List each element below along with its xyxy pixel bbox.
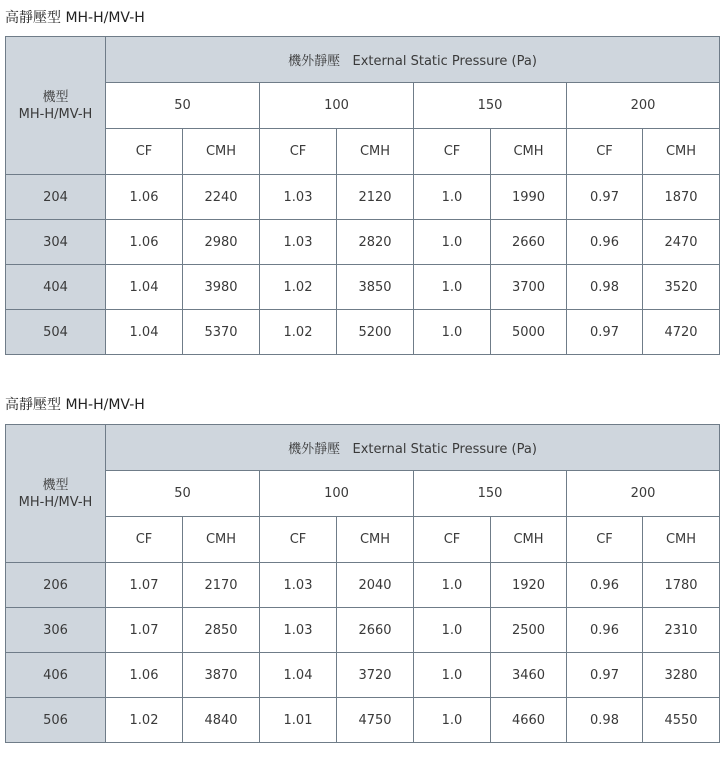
cf-value: 0.97 <box>567 653 643 698</box>
pressure-value: 100 <box>260 471 414 517</box>
pressure-header: 機外靜壓 External Static Pressure (Pa) <box>106 37 720 83</box>
cmh-value: 3700 <box>491 265 567 310</box>
cmh-value: 3460 <box>491 653 567 698</box>
cf-value: 1.01 <box>260 698 337 743</box>
cmh-value: 4720 <box>643 310 720 355</box>
table-row <box>6 563 720 608</box>
unit-cf: CF <box>414 517 491 563</box>
cf-value: 1.03 <box>260 220 337 265</box>
cmh-value: 4660 <box>491 698 567 743</box>
cmh-value: 1870 <box>643 175 720 220</box>
pressure-value: 100 <box>260 83 414 129</box>
pressure-value: 200 <box>567 83 720 129</box>
cmh-value: 2500 <box>491 608 567 653</box>
cf-value: 1.04 <box>106 265 183 310</box>
unit-cmh: CMH <box>183 129 260 175</box>
cf-value: 0.96 <box>567 220 643 265</box>
cf-value: 0.97 <box>567 310 643 355</box>
cmh-value: 3980 <box>183 265 260 310</box>
pressure-table <box>5 424 720 743</box>
model-cell: 206 <box>6 563 106 608</box>
cmh-value: 5200 <box>337 310 414 355</box>
cf-value: 0.98 <box>567 265 643 310</box>
cf-value: 1.02 <box>260 265 337 310</box>
cmh-value: 2120 <box>337 175 414 220</box>
model-cell: 404 <box>6 265 106 310</box>
cf-value: 1.06 <box>106 175 183 220</box>
model-series-label: MH-H/MV-H <box>18 106 93 122</box>
cf-value: 0.98 <box>567 698 643 743</box>
table-row <box>6 698 720 743</box>
unit-cf: CF <box>260 129 337 175</box>
cmh-value: 2820 <box>337 220 414 265</box>
unit-cf: CF <box>414 129 491 175</box>
pressure-value: 50 <box>106 83 260 129</box>
cmh-value: 5370 <box>183 310 260 355</box>
cf-value: 1.07 <box>106 608 183 653</box>
cf-value: 1.0 <box>414 310 491 355</box>
cmh-value: 4550 <box>643 698 720 743</box>
cf-value: 1.07 <box>106 563 183 608</box>
cf-value: 1.06 <box>106 653 183 698</box>
cf-value: 1.0 <box>414 563 491 608</box>
cmh-value: 2170 <box>183 563 260 608</box>
cmh-value: 1780 <box>643 563 720 608</box>
cf-value: 1.0 <box>414 608 491 653</box>
cf-value: 1.06 <box>106 220 183 265</box>
cmh-value: 4840 <box>183 698 260 743</box>
model-header-cell <box>6 37 106 175</box>
model-label: 機型 <box>42 89 69 105</box>
unit-cmh: CMH <box>183 517 260 563</box>
unit-cmh: CMH <box>643 129 720 175</box>
cf-value: 1.03 <box>260 608 337 653</box>
unit-cf: CF <box>106 517 183 563</box>
cf-value: 1.0 <box>414 265 491 310</box>
model-cell: 204 <box>6 175 106 220</box>
model-header-cell <box>6 425 106 563</box>
table-row <box>6 175 720 220</box>
model-cell: 506 <box>6 698 106 743</box>
table-title: 高靜壓型 MH-H/MV-H <box>5 10 145 26</box>
unit-cf: CF <box>567 517 643 563</box>
table-row <box>6 265 720 310</box>
unit-cmh: CMH <box>337 517 414 563</box>
cf-value: 1.02 <box>106 698 183 743</box>
cmh-value: 3870 <box>183 653 260 698</box>
cf-value: 1.0 <box>414 220 491 265</box>
cmh-value: 2850 <box>183 608 260 653</box>
cmh-value: 5000 <box>491 310 567 355</box>
pressure-value: 150 <box>414 83 567 129</box>
cmh-value: 2240 <box>183 175 260 220</box>
pressure-table <box>5 36 720 355</box>
cmh-value: 3280 <box>643 653 720 698</box>
table-row <box>6 310 720 355</box>
unit-cf: CF <box>260 517 337 563</box>
cmh-value: 1990 <box>491 175 567 220</box>
pressure-header: 機外靜壓 External Static Pressure (Pa) <box>106 425 720 471</box>
cf-value: 1.0 <box>414 698 491 743</box>
cf-value: 0.96 <box>567 563 643 608</box>
cmh-value: 4750 <box>337 698 414 743</box>
model-cell: 504 <box>6 310 106 355</box>
cmh-value: 2980 <box>183 220 260 265</box>
table-row <box>6 608 720 653</box>
cmh-value: 2040 <box>337 563 414 608</box>
cf-value: 1.04 <box>260 653 337 698</box>
unit-cmh: CMH <box>643 517 720 563</box>
unit-cf: CF <box>567 129 643 175</box>
model-label: 機型 <box>42 477 69 493</box>
pressure-value: 150 <box>414 471 567 517</box>
cmh-value: 3850 <box>337 265 414 310</box>
unit-cmh: CMH <box>491 129 567 175</box>
model-series-label: MH-H/MV-H <box>18 494 93 510</box>
cmh-value: 2470 <box>643 220 720 265</box>
cmh-value: 3720 <box>337 653 414 698</box>
model-cell: 306 <box>6 608 106 653</box>
cf-value: 1.0 <box>414 175 491 220</box>
unit-cf: CF <box>106 129 183 175</box>
model-cell: 406 <box>6 653 106 698</box>
cmh-value: 3520 <box>643 265 720 310</box>
unit-cmh: CMH <box>491 517 567 563</box>
cf-value: 0.97 <box>567 175 643 220</box>
cmh-value: 1920 <box>491 563 567 608</box>
model-cell: 304 <box>6 220 106 265</box>
cf-value: 1.02 <box>260 310 337 355</box>
cmh-value: 2660 <box>491 220 567 265</box>
unit-cmh: CMH <box>337 129 414 175</box>
cf-value: 1.04 <box>106 310 183 355</box>
pressure-value: 50 <box>106 471 260 517</box>
table-title: 高靜壓型 MH-H/MV-H <box>5 397 145 413</box>
cmh-value: 2660 <box>337 608 414 653</box>
cf-value: 0.96 <box>567 608 643 653</box>
cmh-value: 2310 <box>643 608 720 653</box>
pressure-value: 200 <box>567 471 720 517</box>
cf-value: 1.03 <box>260 175 337 220</box>
table-row <box>6 653 720 698</box>
cf-value: 1.0 <box>414 653 491 698</box>
cf-value: 1.03 <box>260 563 337 608</box>
table-row <box>6 220 720 265</box>
